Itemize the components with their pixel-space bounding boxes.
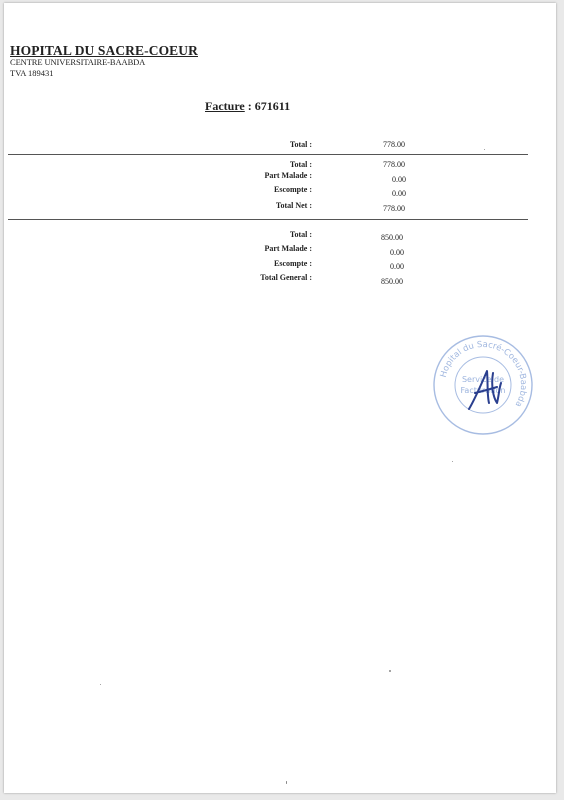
hospital-name: HOPITAL DU SACRE-COEUR (10, 43, 198, 58)
section3-total-general-row (4, 273, 312, 284)
stamp-center-line1: Service de (461, 375, 505, 384)
invoice-page (4, 3, 556, 793)
section2-total-net-value-cell (383, 204, 423, 215)
invoice-label: Facture (205, 99, 245, 113)
section3-escompte-value: 0.00 (390, 262, 404, 271)
section3-total-value: 850.00 (381, 233, 403, 242)
section2-total-net-row (4, 201, 312, 212)
section3-part-malade-value: 0.00 (390, 248, 404, 257)
billing-stamp (431, 333, 535, 437)
section1-total-label: Total : (289, 140, 312, 149)
section3-total-general-value-cell (381, 277, 423, 288)
section3-escompte-row (4, 259, 312, 270)
section3-part-malade-label: Part Malade : (264, 244, 312, 253)
stamp-outer-ring (434, 336, 532, 434)
section2-total-net-label: Total Net : (275, 201, 312, 210)
section2-part-malade-value-cell (392, 175, 422, 186)
section2-escompte-label: Escompte : (274, 185, 312, 194)
stamp-inner-ring (455, 357, 511, 413)
scan-speck (389, 670, 391, 672)
section1-total-row (4, 140, 312, 151)
section3-total-general-value: 850.00 (381, 277, 403, 286)
section1-total-value-cell (383, 140, 423, 151)
stamp-center-line2: Facturation (460, 386, 506, 395)
section3-total-label: Total : (289, 230, 312, 239)
section3-total-row (4, 230, 312, 241)
section3-total-general-label: Total General : (260, 273, 312, 282)
section1-total-value: 778.00 (383, 140, 405, 149)
section3-escompte-value-cell (390, 262, 420, 273)
divider-2 (8, 219, 528, 220)
section2-total-value: 778.00 (383, 160, 405, 169)
section3-escompte-label: Escompte : (274, 259, 312, 268)
section2-total-value-cell (383, 160, 423, 171)
section2-total-label: Total : (289, 160, 312, 169)
scan-speck (484, 149, 485, 150)
divider-1 (8, 154, 528, 155)
scan-speck (286, 781, 287, 784)
section2-total-row (4, 160, 312, 171)
section2-part-malade-row (4, 171, 312, 182)
invoice-separator: : (244, 99, 255, 113)
section2-total-net-value: 778.00 (383, 204, 405, 213)
scan-speck (100, 684, 101, 685)
scan-speck (452, 461, 453, 462)
invoice-title (205, 99, 290, 114)
section2-escompte-row (4, 185, 312, 196)
section3-part-malade-row (4, 244, 312, 255)
tax-reference: TVA 189431 (10, 68, 54, 78)
hospital-subtitle: CENTRE UNIVERSITAIRE-BAABDA (10, 57, 146, 67)
section3-part-malade-value-cell (390, 248, 420, 259)
section2-escompte-value: 0.00 (392, 189, 406, 198)
stamp-ring-text: Hopital du Sacré-Coeur-Baabda (438, 339, 529, 409)
section2-part-malade-label: Part Malade : (264, 171, 312, 180)
section3-total-value-cell (381, 233, 423, 244)
section2-escompte-value-cell (392, 189, 422, 200)
invoice-number: 671611 (254, 99, 291, 113)
section2-part-malade-value: 0.00 (392, 175, 406, 184)
